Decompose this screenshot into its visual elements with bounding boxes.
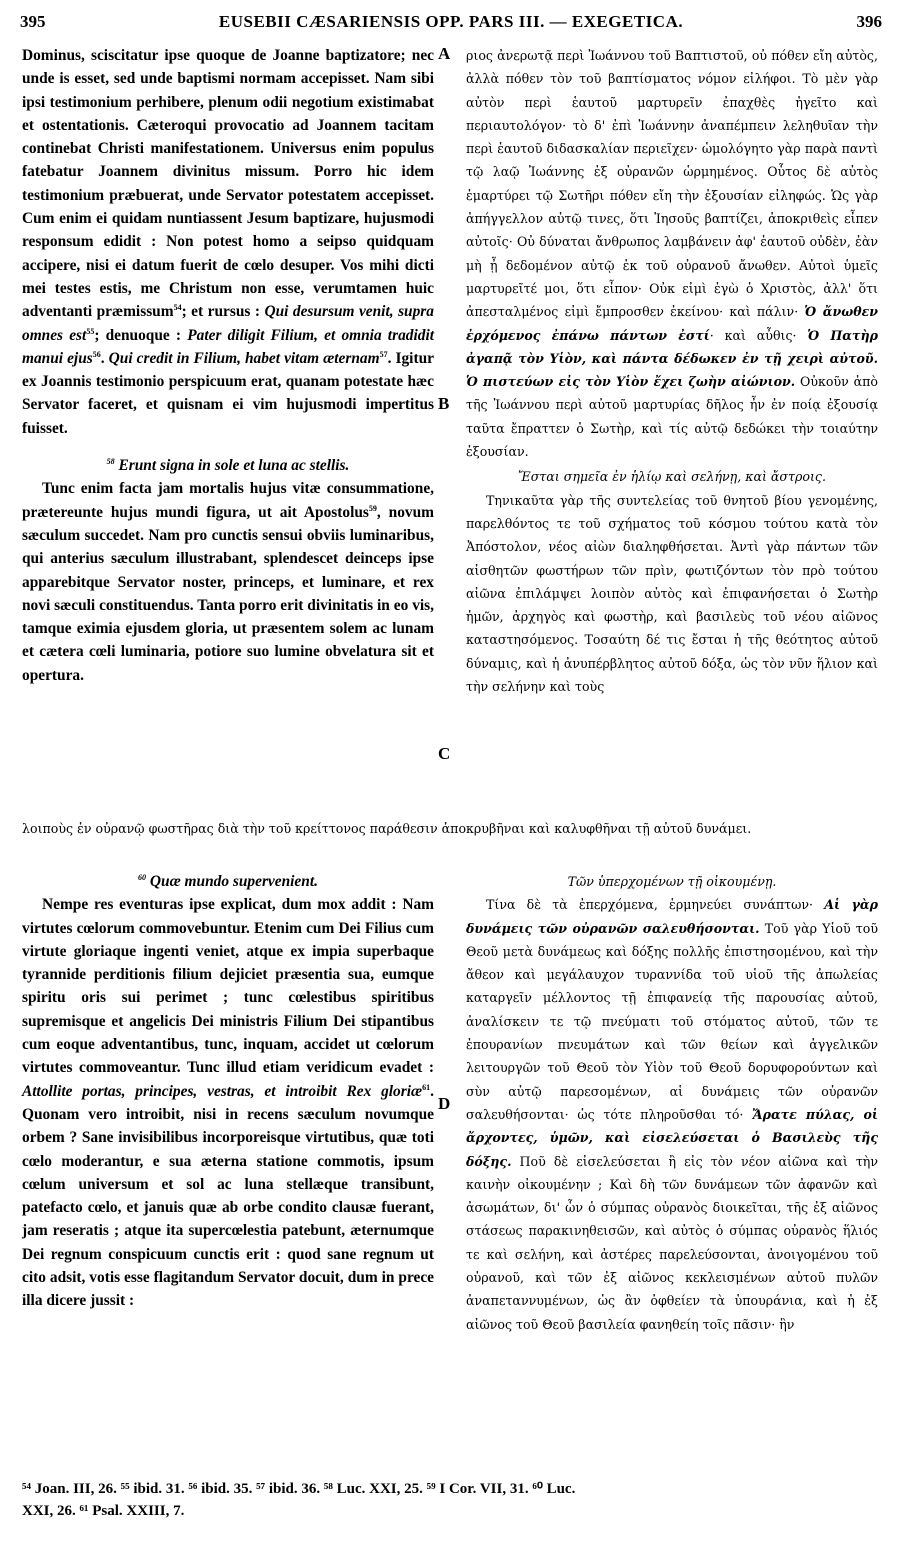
section-marker-a: A bbox=[438, 44, 451, 63]
section-marker-d: D bbox=[438, 1094, 451, 1113]
greek-paragraph: Τίνα δὲ τὰ ἐπερχόμενα, ἑρμηνεύει συνάπτων· Αἱ γὰρ δυνάμεις τῶν οὐρανῶν σαλευθήσονται. Τοῦ γὰρ Υἱοῦ τοῦ Θεοῦ μετὰ δυνάμεως καὶ δόξης πολλῆς ἐπιστησομένου, καὶ τὴν ἄθεον καὶ μεγάλαυχον τυραννίδα τοῦ υἱοῦ τῆς ἀπωλείας καταργεῖν μέλλοντος τῇ ἐπιφανείᾳ τῆς παρουσίας αὐτοῦ, ἀναλίσκειν τε τῷ πνεύματι τοῦ στόματος αὐτοῦ, τῶν τε ἐπουρανίων πνευμάτων καὶ τῶν θείων καὶ ἀγγελικῶν λειτουργῶν τοῦ Θεοῦ τὸν Υἱὸν τοῦ Θεοῦ δορυφορούντων καὶ σὺν αὐτῷ παρεσομένων, αἱ δυνάμεις τῶν οὐρανῶν σαλευθήσονται· ὡς τότε πληροῦσθαι τό· Ἄρατε πύλας, οἱ ἄρχοντες, ὑμῶν, καὶ εἰσελεύσεται ὁ Βασιλεὺς τῆς δόξης. Ποῦ δὲ εἰσελεύσεται ἢ εἰς τὸν νέον αἰῶνα καὶ τὴν καινὴν οἰκουμένην ; Καὶ δὴ τῶν δυνάμεων τῶν ἀφανῶν καὶ ἀσωμάτων, δι' ὧν ὁ σύμπας οὐρανὸς διοικεῖται, τῆς ἐξ αἰῶνος στάσεως παρακινηθεισῶν, καὶ αὐτὸς ὁ σύμπας οὐρανὸς ἥλιός τε καὶ σελήνη, καὶ ἀστέρες παρελεύσονται, ἀνοιγομένου τοῦ οὐρανοῦ, καὶ τῶν ἐξ αἰῶνος κεκλεισμένων αὐτοῦ πυλῶν ἀναπεταννυμένων, ὡς ἂν ὀφθείεν τὰ ὑπουράνια, καὶ ἡ ἐξ αἰῶνος τοῦ Θεοῦ βασιλεία φανηθείη τοῖς πᾶσιν· ἣν bbox=[466, 897, 879, 1332]
footnotes bbox=[22, 1478, 880, 1522]
greek-paragraph: ριος ἀνερωτᾷ περὶ Ἰωάννου τοῦ Βαπτιστοῦ, οὐ πόθεν εἴη αὐτὸς, ἀλλὰ πόθεν τὸν τοῦ βαπτίσματος νόμον εἰλήφοι. Τὸ μὲν γὰρ αὐτὸν περὶ ἑαυτοῦ μαρτυρεῖν ἐπαχθὲς ἡγεῖτο καὶ περιαυτολόγον· τὸ δ' ἐπὶ Ἰωάννην ἀναπέμπειν λεληθυῖαν τὴν περὶ ἑαυτοῦ διδασκαλίαν περιεῖχεν· ὡμολόγητο γὰρ παρὰ παντὶ τῷ λαῷ Ἰωάννης ἐξ οὐρανῶν ὡρμημένος. Οὗτος δὲ αὐτὸς ἐμαρτύρει τῷ Σωτῆρι πόθεν εἴη τὴν ἐξουσίαν εἰληφώς. Ὡς γὰρ ἀπήγγελλον αὐτῷ τινες, ὅτι Ἰησοῦς βαπτίζει, ἀποκριθεὶς εἶπεν αὐτοῖς· Οὐ δύναται ἄνθρωπος λαμβάνειν ἀφ' ἑαυτοῦ οὐδὲν, ἐὰν μὴ ᾖ δεδομένον αὐτῷ ἐκ τοῦ οὐρανοῦ ἄνωθεν. Αὐτοὶ ὑμεῖς μαρτυρεῖτέ μοι, ὅτι εἶπον· Οὐκ εἰμὶ ἐγὼ ὁ Χριστὸς, ἀλλ' ὅτι ἀπεσταλμένος εἰμὶ ἔμπροσθεν ἐκείνου· καὶ πάλιν· Ὁ ἄνωθεν ἐρχόμενος ἐπάνω πάντων ἐστί· καὶ αὖθις· Ὁ Πατὴρ ἀγαπᾷ τὸν Υἱὸν, καὶ πάντα δέδωκεν ἐν τῇ χειρὶ αὐτοῦ. Ὁ πιστεύων εἰς τὸν Υἱὸν ἔχει ζωὴν αἰώνιον. Οὐκοῦν ἀπὸ τῆς Ἰωάννου περὶ αὐτοῦ μαρτυρίας δῆλος ἦν ἐν ποίᾳ ἐξουσίᾳ ταῦτα ἔπραττεν ὁ Σωτὴρ, καὶ τίς αὐτῷ δεδώκει τὴν τοιαύτην ἐξουσίαν. bbox=[466, 48, 878, 460]
greek-section-heading: Τῶν ὑπερχομένων τῇ οἰκουμένῃ. bbox=[567, 874, 777, 889]
greek-paragraph: Τηνικαῦτα γὰρ τῆς συντελείας τοῦ θνητοῦ βίου γενομένης, παρελθόντος τε τοῦ σχήματος τοῦ κόσμου τούτου κατὰ τὸν Ἀπόστολον, νέος αἰὼν διαληφθήσεται. Ἀντὶ γὰρ πάντων τῶν αἰσθητῶν φωστήρων τῶν πρὶν, φωτιζόντων τὸν πρὸ τούτου αἰῶνα ἐπιλάμψει λοιπὸν αὐτὸς καὶ ἐπιφανήσεται ὁ Σωτὴρ ἡμῶν, ἀρχηγὸς καὶ φωστὴρ, καὶ βασιλεὺς τοῦ νέου αἰῶνος καταστησόμενος. Τοσαύτη δέ τις ἔσται ἡ τῆς θεότητος αὐτοῦ δύναμις, καὶ ἡ ἀνυπέρβλητος αὐτοῦ δόξα, ὡς τὸν νῦν ἥλιον καὶ τὴν σελήνην καὶ τοὺς bbox=[466, 492, 878, 695]
latin-paragraph: Nempe res eventuras ipse explicat, dum mox addit : Nam virtutes cœlorum commovebuntur. Etenim cum Dei Filius cum virtute gloriaque ingenti veniet, atque ex impia superbaque tyrannide perditionis filium dejiciet præsentia sua, eumque spiritu oris sui perimet ; tunc cœlestibus spiritibus supremisque et angelicis Dei ministris Filium Dei stipantibus cum eoque adventantibus, tunc, inquam, accidet ut cœlorum virtutes commoveantur. Tunc illud etiam veridicum evadet : Attollite portas, principes, vestras, et introibit Rex gloriæ$^{61}$. Quonam vero introibit, nisi in recens sæculum novumque orbem ? Sane invisibilibus incorporeisque virtutibus, quæ toti cœlo moderantur, e sua æterna statione commotis, ipsum cœlum universum et sol ac luna stellæque transibunt, patefacto cœlo, et januis quæ ab orbe condito clausæ fuerant, jam reseratis ; atque ita supercœlestia patebunt, æternumque Dei regnum conspicuum cunctis erit : quod sane regnum ut cito adsit, votis esse flagitandum Servator docuit, dum in prece illa dicere jussit : bbox=[22, 896, 434, 1310]
footnote-line: ⁵⁴ Joan. III, 26. ⁵⁵ ibid. 31. ⁵⁶ ibid. 35. ⁵⁷ ibid. 36. ⁵⁸ Luc. XXI, 25. ⁵⁹ I Cor. VII, 31. ⁶⁰ Luc. bbox=[22, 1481, 576, 1497]
page-number-left: 395 bbox=[20, 12, 46, 31]
running-header bbox=[20, 12, 882, 34]
greek-section-heading: Ἔσται σημεῖα ἐν ἡλίῳ καὶ σελήνῃ, καὶ ἄστροις. bbox=[518, 469, 826, 485]
latin-column-bottom bbox=[22, 870, 434, 1313]
latin-paragraph: Dominus, sciscitatur ipse quoque de Joanne baptizatore; nec unde is esset, sed unde baptismi normam accepisset. Nam sibi ipsi testimonium perhibere, plenum odii negotium existimabat et ostentationis. Cæteroqui provocatio ad Joannem tacitam continebat Christi manifestationem. Universus enim populus fatebatur Joannem divinitus missum. Porro hic idem testimonium præbuerat, unde Servator potestatem accepisset. Cum enim ei quidam nuntiassent Jesum baptizare, hujusmodi responsum edidit : Non potest homo a seipso quidquam accipere, nisi ei datum fuerit de cœlo desuper. Vos mihi dicti mei testes estis, me Christum non esse, verumtamen huic adventanti præmissum$^{54}$; et rursus : Qui desursum venit, supra omnes est$^{55}$; denuoque : Pater diligit Filium, et omnia tradidit manui ejus$^{56}$. Qui credit in Filium, habet vitam æternam$^{57}$. Igitur ex Joannis testimonio perspicuum erat, quanam potestate hæc Servator faceret, et quisnam ei vim hujusmodi impertitus fuisset. bbox=[22, 47, 434, 437]
latin-paragraph: Tunc enim facta jam mortalis hujus vitæ consummatione, prætereunte hujus mundi figura, ut ait Apostolus$^{59}$, novum sæculum succedet. Nam pro cunctis sensui obviis luminaribus, qui anterius sæculum illustrabant, splendescet deinceps ipse apparebitque Servator noster, princeps, et luminare, et rex novi sæculi constituendus. Tanta porro erit divinitatis in eo vis, tamque eximia ejusdem gloria, ut præsentem solem ac lunam et cætera cœli luminaria, potiore suo lumine obvelatura sit et opertura. bbox=[22, 480, 434, 684]
section-marker-c: C bbox=[438, 744, 451, 763]
section-marker-b: B bbox=[438, 394, 450, 413]
greek-column-top bbox=[466, 44, 878, 698]
footnote-line: XXI, 26. ⁶¹ Psal. XXIII, 7. bbox=[22, 1503, 185, 1519]
running-title: EUSEBII CÆSARIENSIS OPP. PARS III. — EXEGETICA. bbox=[218, 12, 684, 31]
greek-column-bottom bbox=[466, 870, 878, 1336]
page-number-right: 396 bbox=[856, 12, 882, 31]
latin-section-heading: $^{60}$ Quæ mundo supervenient. bbox=[138, 872, 318, 890]
latin-section-heading: $^{58}$ Erunt signa in sole et luna ac stellis. bbox=[106, 456, 350, 475]
greek-wide-continuation: λοιποὺς ἐν οὐρανῷ φωστῆρας διὰ τὴν τοῦ κρείττονος παράθεσιν ἀποκρυβῆναι καὶ καλυφθῆναι τῇ αὐτοῦ δυνάμει. bbox=[22, 821, 752, 836]
latin-column-top bbox=[22, 44, 434, 687]
